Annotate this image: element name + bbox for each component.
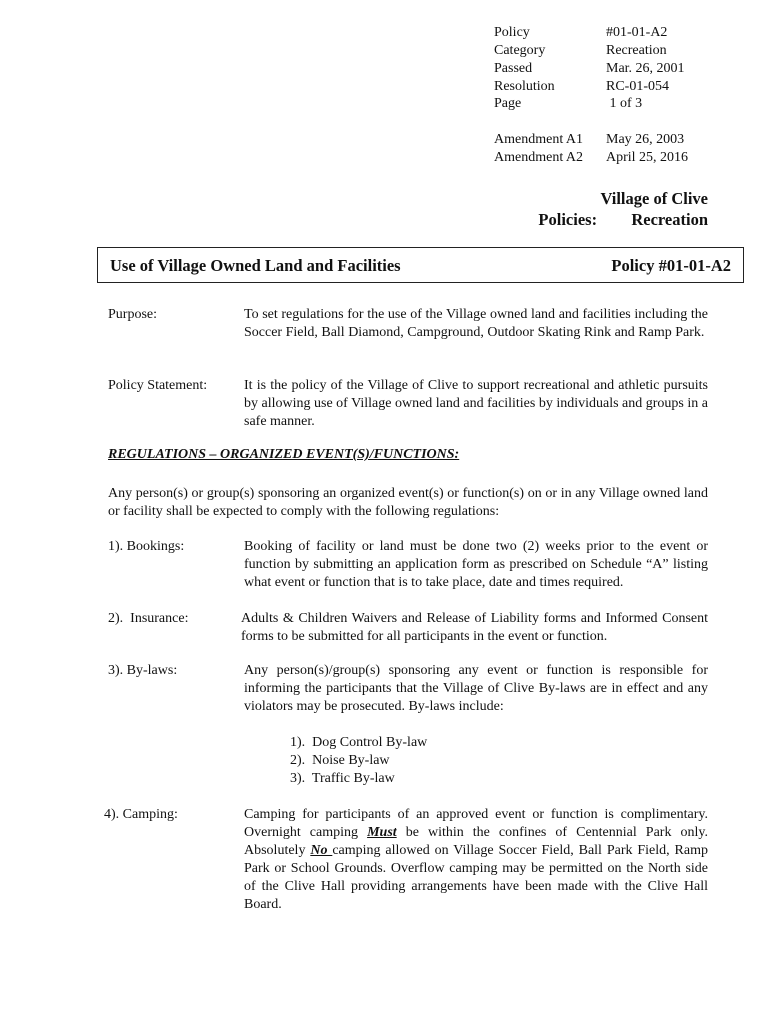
meta-policy: [494, 24, 734, 42]
insurance-text: Adults & Children Waivers and Release of Liability forms and Informed Consent forms to be submitted for all participants in the event or function.: [241, 611, 708, 644]
bookings-label: 1). Bookings:: [108, 539, 185, 554]
meta-key: Policy: [494, 25, 530, 40]
meta-key: Passed: [494, 61, 533, 76]
policy-title: Use of Village Owned Land and Facilities: [110, 256, 401, 275]
camping-text-part: camping allowed on Village Soccer Field, Ball Park Field, Ramp Park or School Grounds. Overflow camping may be permitted on the North side of the Clive Hall providing arrangements have been made with the Clive Hall Board.: [244, 843, 708, 912]
meta-page: [494, 95, 734, 113]
meta-resolution: [494, 78, 734, 96]
meta-value: April 25, 2016: [606, 150, 689, 165]
meta-amendment-a1: [494, 131, 734, 149]
bylaws-text: Any person(s)/group(s) sponsoring any event or function is responsible for informing the participants that the Village of Clive By-laws are in effect and any violators may be prosecuted. By-laws include:: [244, 663, 708, 714]
meta-value: May 26, 2003: [606, 132, 685, 147]
bylaw-item: 2). Noise By-law: [290, 753, 390, 768]
policies-line: [538, 210, 708, 230]
camping-emphasis-must: Must: [367, 825, 397, 840]
regulations-intro: Any person(s) or group(s) sponsoring an organized event(s) or function(s) on or in any Village owned land or facility shall be expected to comply with the following regulations:: [108, 486, 708, 519]
camping-text: [244, 806, 719, 914]
policies-label: Policies:: [538, 210, 598, 229]
meta-key: Resolution: [494, 79, 555, 94]
meta-key: Category: [494, 43, 546, 58]
policy-number: Policy #01-01-A2: [611, 256, 731, 275]
camping-text-part: be within the confines of Centennial Park only. Absolutely: [244, 825, 719, 858]
village-name: Village of Clive: [600, 189, 708, 208]
meta-value: #01-01-A2: [606, 25, 668, 40]
statement-text: It is the policy of the Village of Clive to support recreational and athletic pursuits by allowing use of Village owned land and facilities by individuals and groups in a safe manner.: [244, 378, 708, 429]
meta-amendment-a2: [494, 149, 734, 167]
bylaw-item: 1). Dog Control By-law: [290, 735, 428, 750]
meta-value: Recreation: [606, 43, 667, 58]
meta-key: Amendment A2: [494, 150, 584, 165]
meta-value: Mar. 26, 2001: [606, 61, 685, 76]
camping-emphasis-no: No: [310, 843, 333, 858]
regulations-heading: REGULATIONS – ORGANIZED EVENT(S)/FUNCTIONS:: [108, 447, 460, 462]
purpose-label: Purpose:: [108, 307, 157, 322]
purpose-text: To set regulations for the use of the Village owned land and facilities including the Soccer Field, Ball Diamond, Campground, Outdoor Skating Rink and Ramp Park.: [244, 307, 708, 340]
meta-value: 1 of 3: [606, 96, 643, 111]
policies-value: Recreation: [631, 210, 708, 229]
bylaws-label: 3). By-laws:: [108, 663, 178, 678]
meta-value: RC-01-054: [606, 79, 669, 94]
meta-passed: [494, 60, 734, 78]
meta-key: Amendment A1: [494, 132, 584, 147]
bylaw-item: 3). Traffic By-law: [290, 771, 395, 786]
camping-text-part: Camping for participants of an approved event or function is complimentary. Overnight camping: [244, 807, 708, 840]
camping-label: 4). Camping:: [104, 807, 178, 822]
statement-label: Policy Statement:: [108, 378, 208, 393]
meta-category: [494, 42, 734, 60]
bookings-text: Booking of facility or land must be done two (2) weeks prior to the event or function by submitting an application form as prescribed on Schedule “A” listing what event or function that is to take place, date and times required.: [244, 539, 708, 590]
policy-title-box: [97, 247, 744, 283]
insurance-label: 2). Insurance:: [108, 611, 189, 626]
meta-key: Page: [494, 96, 522, 111]
